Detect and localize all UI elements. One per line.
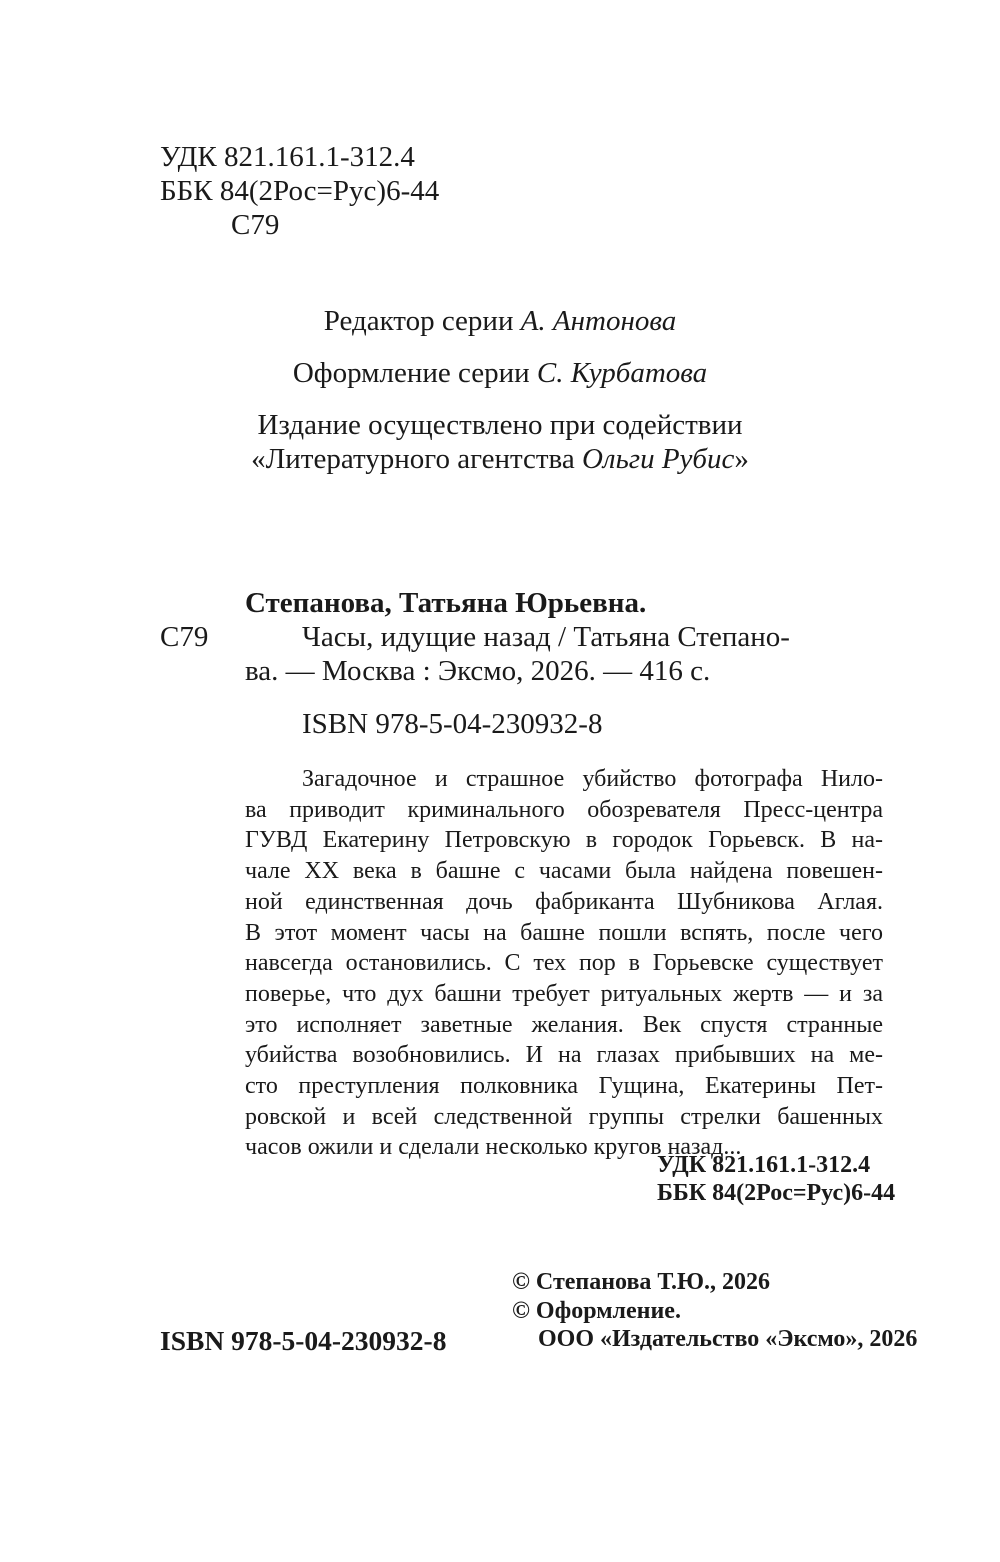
catalog-isbn: ISBN 978-5-04-230932-8 <box>302 708 603 740</box>
support-line-2 <box>0 445 1000 474</box>
catalog-author: Степанова, Татьяна Юрьевна. <box>245 587 647 619</box>
top-bbk-code: ББК 84(2Рос=Рус)6-44 <box>160 175 440 207</box>
bottom-udk-code: УДК 821.161.1-312.4 <box>657 1152 871 1178</box>
copyright-publisher: ООО «Издательство «Эксмо», 2026 <box>538 1326 918 1352</box>
annotation-line: убийства возобновились. И на глазах прибывших на ме- <box>245 1042 883 1069</box>
annotation-line: сто преступления полковника Гущина, Екатерины Пет- <box>245 1073 883 1100</box>
bottom-bbk-code: ББК 84(2Рос=Рус)6-44 <box>657 1180 896 1206</box>
annotation-line: это исполняет заветные желания. Век спустя странные <box>245 1011 883 1038</box>
support-line-2-suffix: » <box>734 443 749 475</box>
series-design-name: С. Курбатова <box>536 357 708 389</box>
bottom-isbn: ISBN 978-5-04-230932-8 <box>160 1325 447 1356</box>
copyright-author: © Степанова Т.Ю., 2026 <box>512 1269 771 1295</box>
copyright-design: © Оформление. <box>512 1298 681 1324</box>
catalog-title-line-2: ва. — Москва : Эксмо, 2026. — 416 с. <box>245 655 711 687</box>
catalog-title-line-1: Часы, идущие назад / Татьяна Степано- <box>302 621 790 653</box>
series-design-label: Оформление серии <box>292 357 530 389</box>
annotation-line: В этот момент часы на башне пошли вспять, после чего <box>245 919 883 946</box>
annotation-line: часов ожили и сделали несколько кругов назад... <box>245 1134 742 1161</box>
series-design-line <box>0 359 1000 388</box>
annotation-line: ной единственная дочь фабриканта Шубникова Аглая. <box>245 888 883 915</box>
support-agent-name: Ольги Рубис <box>581 443 735 475</box>
annotation-line: ровской и всей следственной группы стрелки башенных <box>245 1103 883 1130</box>
series-editor-name: А. Антонова <box>520 305 677 337</box>
top-author-mark: С79 <box>231 209 280 241</box>
annotation-line: ГУВД Екатерину Петровскую в городок Горьевск. В на- <box>245 827 883 854</box>
annotation-line: поверье, что дух башни требует ритуальных жертв — и за <box>245 980 883 1007</box>
catalog-author-mark: С79 <box>160 621 209 653</box>
annotation-line: чале XX века в башне с часами была найдена повешен- <box>245 858 883 885</box>
annotation-line: навсегда остановились. С тех пор в Горьевске существует <box>245 950 883 977</box>
series-editor-line <box>0 307 1000 336</box>
series-editor-label: Редактор серии <box>323 305 514 337</box>
annotation-line: Загадочное и страшное убийство фотографа Нило- <box>302 766 883 792</box>
annotation-paragraph <box>245 764 883 1163</box>
support-line-1: Издание осуществлено при содействии <box>257 409 743 441</box>
top-udk-code: УДК 821.161.1-312.4 <box>160 141 415 173</box>
annotation-line: ва приводит криминального обозревателя Пресс-центра <box>245 796 883 823</box>
support-line-2-prefix: «Литературного агентства <box>251 443 575 475</box>
